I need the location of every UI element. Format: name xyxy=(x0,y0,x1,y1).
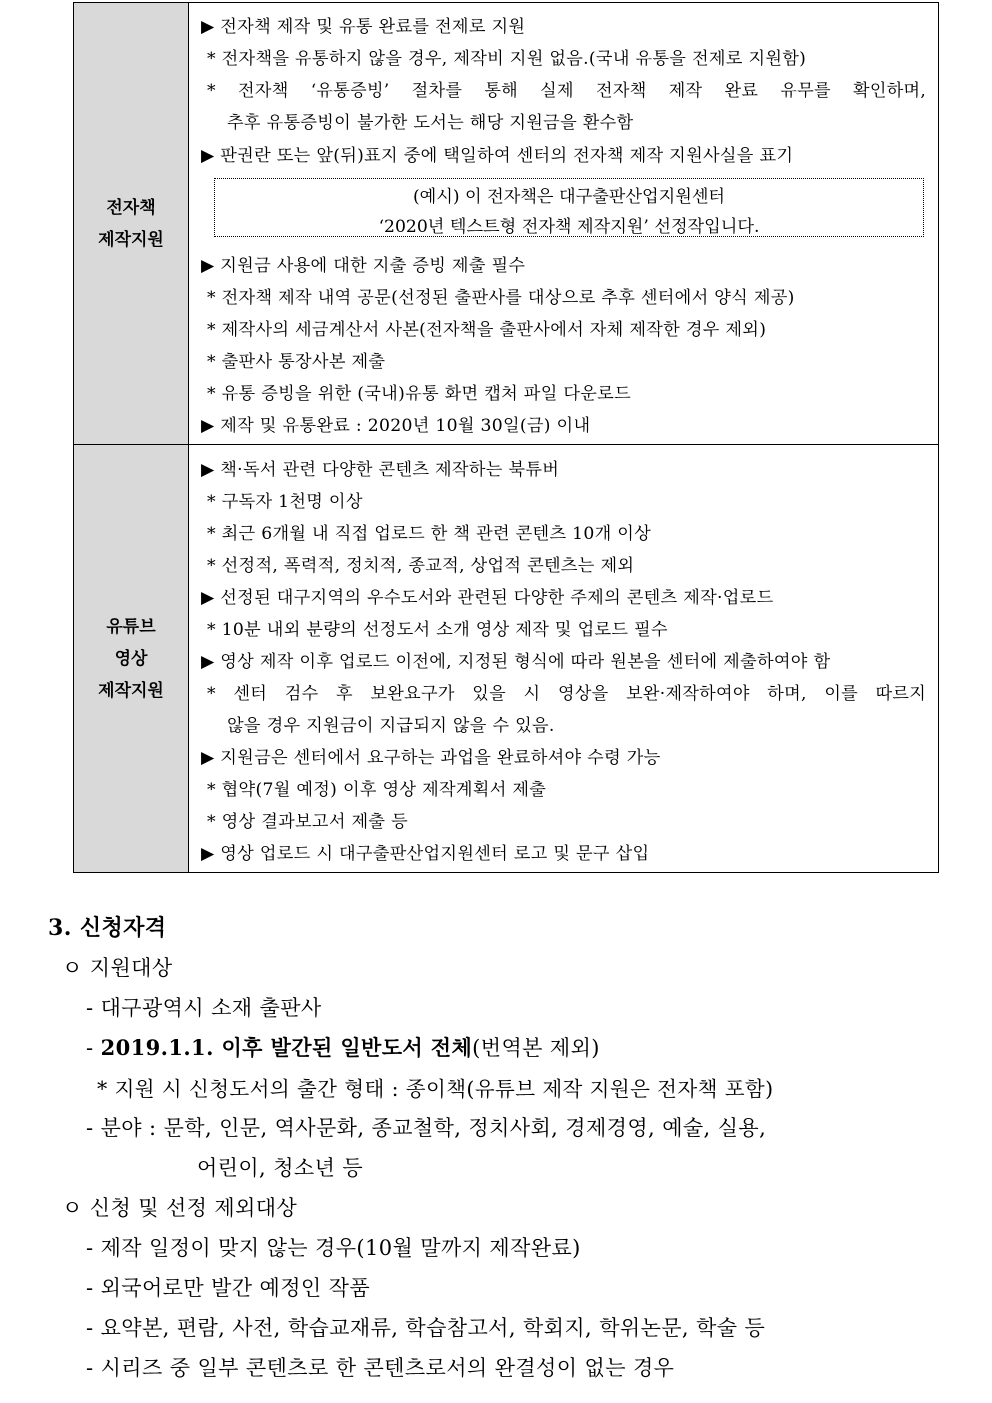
header-line: 제작지원 xyxy=(98,680,164,701)
content-line: 추후 유통증빙이 불가한 도서는 해당 지원금을 환수함 xyxy=(227,113,634,133)
content-line: * 전자책을 유통하지 않을 경우, 제작비 지원 없음.(국내 유통을 전제로 지원함) xyxy=(207,49,807,69)
youtube-support-row xyxy=(74,445,938,872)
content-line: * 최근 6개월 내 직접 업로드 한 책 관련 콘텐츠 10개 이상 xyxy=(207,524,652,544)
content-line: * 센터 검수 후 보완요구가 있을 시 영상을 보완·제작하여야 하며, 이를 따르지 xyxy=(207,684,927,704)
content-line: * 출판사 통장사본 제출 xyxy=(207,352,386,372)
content-line: ▶ 판권란 또는 앞(뒤)표지 중에 택일하여 센터의 전자책 제작 지원사실을 표기 xyxy=(201,146,794,166)
target-note: * 지원 시 신청도서의 출간 형태 : 종이책(유튜브 제작 지원은 전자책 포함) xyxy=(97,1077,774,1101)
content-line: ▶ 영상 업로드 시 대구출판산업지원센터 로고 및 문구 삽입 xyxy=(201,844,650,864)
ebook-support-content xyxy=(189,3,938,444)
target-field: - 분야 : 문학, 인문, 역사문화, 종교철학, 정치사회, 경제경영, 예술, 실용, xyxy=(86,1116,767,1140)
content-line: ▶ 지원금은 센터에서 요구하는 과업을 완료하셔야 수령 가능 xyxy=(201,748,661,768)
target-item-rest: (번역본 제외) xyxy=(472,1036,600,1060)
header-line: 전자책 xyxy=(106,197,156,218)
example-box xyxy=(214,178,924,237)
exclude-item: - 요약본, 편람, 사전, 학습교재류, 학습참고서, 학회지, 학위논문, 학술 등 xyxy=(86,1316,766,1340)
youtube-support-content xyxy=(189,445,938,872)
target-item xyxy=(86,1032,600,1062)
ebook-support-header xyxy=(74,3,189,444)
content-line: * 구독자 1천명 이상 xyxy=(207,492,363,512)
content-line: * 협약(7월 예정) 이후 영상 제작계획서 제출 xyxy=(207,780,547,800)
content-line: ▶ 제작 및 유통완료 : 2020년 10월 30일(금) 이내 xyxy=(201,416,591,436)
target-item-bold: 2019.1.1. 이후 발간된 일반도서 전체 xyxy=(100,1035,473,1060)
content-line: ▶ 책·독서 관련 다양한 콘텐츠 제작하는 북튜버 xyxy=(201,460,560,480)
header-line: 영상 xyxy=(114,648,148,669)
youtube-support-header xyxy=(74,445,189,872)
content-line: * 선정적, 폭력적, 정치적, 종교적, 상업적 콘텐츠는 제외 xyxy=(207,556,635,576)
header-line: 유튜브 xyxy=(106,616,156,637)
content-line: ▶ 영상 제작 이후 업로드 이전에, 지정된 형식에 따라 원본을 센터에 제출하여야 함 xyxy=(201,652,831,672)
example-line: ‘2020년 텍스트형 전자책 제작지원’ 선정작입니다. xyxy=(378,217,760,237)
content-line: ▶ 선정된 대구지역의 우수도서와 관련된 다양한 주제의 콘텐츠 제작·업로드 xyxy=(201,588,774,608)
header-line: 제작지원 xyxy=(98,229,164,250)
support-table xyxy=(73,2,939,873)
content-line: * 제작사의 세금계산서 사본(전자책을 출판사에서 자체 제작한 경우 제외) xyxy=(207,320,767,340)
target-field-continued: 어린이, 청소년 등 xyxy=(197,1156,364,1180)
content-line: ▶ 지원금 사용에 대한 지출 증빙 제출 필수 xyxy=(201,256,526,276)
content-line: ▶ 전자책 제작 및 유통 완료를 전제로 지원 xyxy=(201,17,526,37)
exclude-item: - 제작 일정이 맞지 않는 경우(10월 말까지 제작완료) xyxy=(86,1236,581,1260)
target-heading: ㅇ 지원대상 xyxy=(62,956,173,980)
content-line: * 전자책 ‘유통증빙’ 절차를 통해 실제 전자책 제작 완료 유무를 확인하며, xyxy=(207,81,927,101)
section-title: 3. 신청자격 xyxy=(48,915,167,941)
content-line: * 10분 내외 분량의 선정도서 소개 영상 제작 및 업로드 필수 xyxy=(207,620,668,640)
exclude-item: - 시리즈 중 일부 콘텐츠로 한 콘텐츠로서의 완결성이 없는 경우 xyxy=(86,1356,675,1380)
target-item-prefix: - xyxy=(86,1036,101,1060)
content-line: * 전자책 제작 내역 공문(선정된 출판사를 대상으로 추후 센터에서 양식 제공) xyxy=(207,288,795,308)
target-item: - 대구광역시 소재 출판사 xyxy=(86,996,322,1020)
example-line: (예시) 이 전자책은 대구출판산업지원센터 xyxy=(412,187,726,207)
exclude-heading: ㅇ 신청 및 선정 제외대상 xyxy=(62,1196,298,1220)
content-line: * 유통 증빙을 위한 (국내)유통 화면 캡처 파일 다운로드 xyxy=(207,384,631,404)
content-line: 않을 경우 지원금이 지급되지 않을 수 있음. xyxy=(227,716,555,736)
ebook-support-row xyxy=(74,3,938,445)
exclude-item: - 외국어로만 발간 예정인 작품 xyxy=(86,1276,371,1300)
content-line: * 영상 결과보고서 제출 등 xyxy=(207,812,408,832)
